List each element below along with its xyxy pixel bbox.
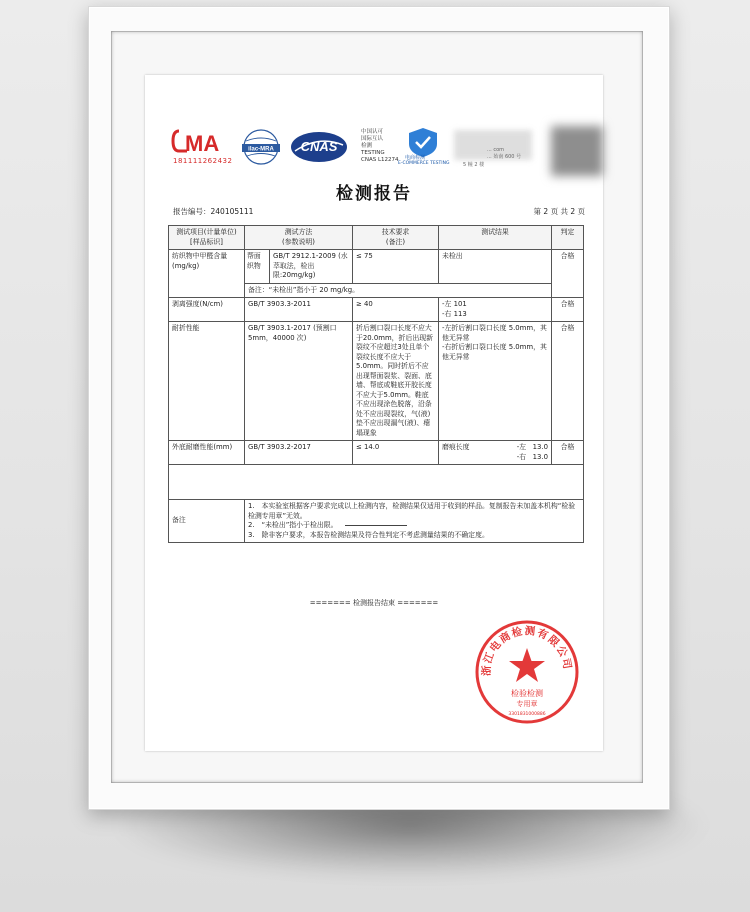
table-row bbox=[169, 322, 584, 441]
row-method: GB/T 3903.2-2017 bbox=[245, 441, 353, 465]
cma-number: 181111262432 bbox=[173, 157, 233, 165]
row-result: 磨痕长度 -左 13.0 -右 13.0 bbox=[439, 441, 552, 465]
header-result: 测试结果 bbox=[439, 226, 552, 250]
redacted-line-1: ... com bbox=[487, 147, 505, 153]
report-title: 检测报告 bbox=[336, 184, 412, 204]
row-result: -左 101 -右 113 bbox=[439, 298, 552, 322]
test-results-table bbox=[168, 225, 584, 543]
row-verdict: 合格 bbox=[552, 250, 584, 298]
row-requirement: ≤ 14.0 bbox=[353, 441, 439, 465]
cnas-text: CNAS bbox=[300, 139, 338, 154]
row-requirement: 折后割口裂口长度不应大于20.0mm，折后出现新裂纹不应超过3处且单个裂纹长度不应大于5.0mm。同时折后不应出现帮面裂浆、裂面、底墙、帮底或鞋底开胶长度不应大于5.0mm。鞋底不应出现涂色脱落，沿条处不应出现裂纹，气(液)垫不应出现漏气(液)、瘪塌现象 bbox=[353, 322, 439, 441]
row-requirement: ≥ 40 bbox=[353, 298, 439, 322]
redacted-qr-code bbox=[551, 126, 603, 176]
row-method bbox=[245, 250, 353, 284]
page-indicator: 第 2 页 共 2 页 bbox=[533, 207, 585, 216]
remarks-label: 备注 bbox=[169, 500, 245, 543]
ilac-text: ilac-MRA bbox=[248, 146, 274, 153]
row-result: 未检出 bbox=[439, 250, 552, 284]
table-spacer-row bbox=[169, 465, 584, 500]
table-row bbox=[169, 298, 584, 322]
ilac-mra-logo bbox=[237, 127, 285, 167]
seal-center-text-2: 专用章 bbox=[516, 700, 538, 708]
row-item: 外底耐磨性能(mm) bbox=[169, 441, 245, 465]
row-sample-id: 帮面织物 bbox=[245, 250, 270, 283]
report-number: 报告编号：240105111 bbox=[173, 207, 254, 216]
table-header-row bbox=[169, 226, 584, 250]
row-item: 剥离强度(N/cm) bbox=[169, 298, 245, 322]
seal-center-text: 检验检测 bbox=[511, 689, 543, 698]
header-requirement: 技术要求 (备注) bbox=[353, 226, 439, 250]
table-row bbox=[169, 250, 584, 284]
header-verdict: 判定 bbox=[552, 226, 584, 250]
ecom-subtitle: E-COMMERCE TESTING bbox=[398, 161, 450, 166]
table-row bbox=[169, 441, 584, 465]
seal-ring-text: 浙江电商检测有限公司 bbox=[480, 625, 574, 677]
row-requirement: ≤ 75 bbox=[353, 250, 439, 284]
separator-line bbox=[345, 525, 407, 526]
redacted-line-2: ... 始南 600 号 bbox=[487, 154, 522, 160]
official-seal-stamp bbox=[473, 618, 581, 726]
cnas-logo bbox=[289, 129, 349, 165]
cnas-accreditation-text: 中国认可 国际互认 检测 TESTING CNAS L12274 bbox=[361, 129, 399, 163]
row-result: -左折后割口裂口长度 5.0mm，其他无异常 -右折后割口裂口长度 5.0mm，其他无异常 bbox=[439, 322, 552, 441]
row-verdict: 合格 bbox=[552, 322, 584, 441]
report-end-marker: ======= 检测报告结束 ======= bbox=[309, 599, 439, 607]
header-method: 测试方法 (参数说明) bbox=[245, 226, 353, 250]
remark-3: 3. 除非客户要求，本报告检测结果及符合性判定不考虑测量结果的不确定度。 bbox=[248, 530, 489, 539]
row-item: 纺织物中甲醛含量(mg/kg) bbox=[169, 250, 245, 298]
row-method: GB/T 3903.1-2017 (预割口 5mm，40000 次) bbox=[245, 322, 353, 441]
remarks-content bbox=[245, 500, 584, 543]
test-report-page bbox=[145, 75, 603, 751]
row-item: 耐折性能 bbox=[169, 322, 245, 441]
redacted-line-3: 5 幢 2 楼 bbox=[463, 162, 485, 168]
certification-logos bbox=[171, 125, 591, 175]
cma-text: MA bbox=[185, 131, 220, 156]
seal-number: 3301831000886 bbox=[508, 712, 546, 717]
row-note: 备注：“未检出”指小于 20 mg/kg。 bbox=[245, 283, 552, 298]
remarks-row bbox=[169, 500, 584, 543]
row-method: GB/T 3903.3-2011 bbox=[245, 298, 353, 322]
row-verdict: 合格 bbox=[552, 298, 584, 322]
remark-1: 1. 本实验室根据客户要求完成以上检测内容，检测结果仅适用于收到的样品。复制报告未加盖本机构“检验检测专用章”无效。 bbox=[248, 502, 576, 520]
row-method-text: GB/T 2912.1-2009 (水萃取法，检出限:20mg/kg) bbox=[273, 252, 348, 279]
row-verdict: 合格 bbox=[552, 441, 584, 465]
spacer-cell bbox=[169, 465, 584, 500]
ecom-label: 电商检测 bbox=[405, 155, 426, 161]
remark-2: 2. “未检出”指小于检出限。 bbox=[248, 521, 338, 529]
header-item: 测试项目(计量单位) [样品标识] bbox=[169, 226, 245, 250]
